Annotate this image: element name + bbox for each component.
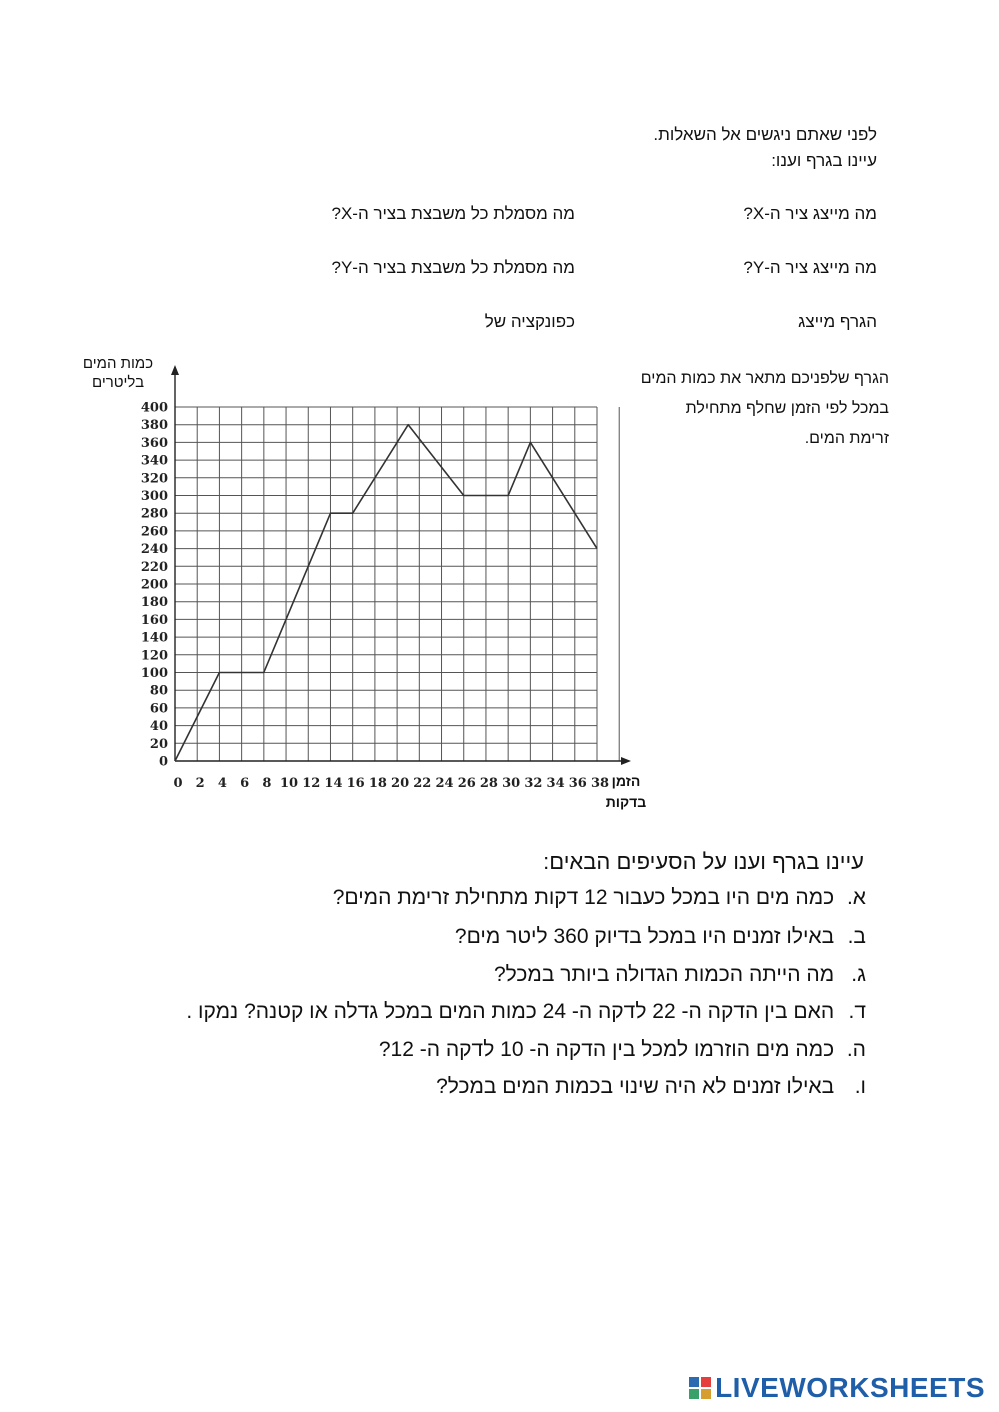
y-tick-label: 100: [140, 666, 168, 681]
prompt-x-square: מה מסמלת כל משבצת בציר ה-X?: [331, 204, 575, 223]
y-tick-label: 60: [149, 701, 168, 717]
logo-mark-tile: [701, 1389, 711, 1399]
y-tick-label: 340: [140, 453, 168, 469]
y-tick-label: 40: [149, 719, 168, 735]
question-item: [333, 886, 866, 910]
x-tick-label: 26: [457, 776, 476, 791]
x-tick-label: 34: [546, 776, 565, 791]
y-tick-label: 300: [140, 489, 168, 504]
question-item: [494, 963, 866, 987]
x-tick-label: 32: [524, 776, 543, 791]
y-tick-label: 400: [140, 400, 168, 416]
y-tick-label: 0: [158, 754, 168, 770]
x-tick-label: 22: [413, 776, 432, 791]
question-item: [436, 1075, 866, 1099]
logo-mark-tile: [689, 1377, 699, 1387]
x-tick-label: 8: [262, 776, 272, 791]
logo-mark-tile: [701, 1377, 711, 1387]
x-axis-label-line-1: הזמן: [611, 773, 641, 789]
chart-series: [175, 425, 597, 761]
y-tick-label: 120: [140, 648, 168, 664]
x-tick-label: 30: [502, 776, 521, 791]
y-tick-label: 20: [149, 736, 168, 752]
question-item: [186, 1000, 866, 1024]
x-tick-label: 28: [479, 776, 498, 791]
question-text: האם בין הדקה ה- 22 לדקה ה- 24 כמות המים במכל גדלה או קטנה? נמקו .: [186, 1000, 835, 1023]
liveworksheets-mark-icon: [689, 1377, 711, 1399]
x-tick-label: 6: [240, 776, 250, 791]
x-tick-label: 2: [195, 776, 205, 791]
y-tick-label: 180: [140, 595, 168, 611]
liveworksheets-logo: [689, 1372, 985, 1404]
question-text: כמה מים היו במכל כעבור 12 דקות מתחילת זרימת המים?: [332, 886, 835, 909]
prompt-function-of: כפונקציה של: [484, 312, 575, 331]
water-volume-chart: [0, 340, 700, 810]
x-tick-label: 16: [346, 776, 365, 791]
description-line-3: זרימת המים.: [804, 430, 889, 447]
x-tick-label: 12: [302, 776, 321, 791]
series-line: [175, 425, 597, 761]
x-tick-label: 0: [173, 776, 183, 791]
prompt-y-square: מה מסמלת כל משבצת בציר ה-Y?: [331, 258, 575, 277]
y-tick-label: 360: [140, 435, 168, 451]
y-tick-label: 320: [140, 471, 168, 487]
logo-mark-tile: [689, 1389, 699, 1399]
x-tick-label: 38: [590, 776, 610, 791]
question-marker: ו.: [854, 1075, 866, 1098]
question-marker: ד.: [848, 1000, 866, 1023]
y-tick-label: 160: [140, 612, 168, 628]
x-tick-label: 10: [280, 776, 299, 791]
y-tick-label: 380: [140, 418, 168, 434]
x-tick-label: 4: [217, 776, 227, 791]
x-tick-label: 18: [368, 776, 387, 791]
brand-name: LIVEWORKSHEETS: [715, 1372, 985, 1403]
intro-line-2: עיינו בגרף וענו:: [771, 151, 877, 170]
prompt-graph-represents: הגרף מייצג: [798, 312, 877, 331]
question-text: כמה מים הוזרמו למכל בין הדקה ה- 10 לדקה ה- 12?: [378, 1038, 835, 1061]
question-marker: א.: [846, 886, 866, 909]
question-text: מה הייתה הכמות הגדולה ביותר במכל?: [494, 963, 835, 986]
question-text: באילו זמנים היו במכל בדיוק 360 ליטר מים?: [454, 925, 835, 948]
description-line-1: הגרף שלפניכם מתאר את כמות המים: [640, 370, 889, 387]
y-tick-label: 140: [140, 630, 168, 646]
y-tick-label: 280: [140, 506, 168, 522]
x-tick-label: 14: [324, 776, 343, 791]
y-axis-label-line-2: בליטרים: [91, 374, 145, 391]
chart-grid: [175, 407, 619, 761]
question-marker: ה.: [846, 1038, 866, 1061]
x-axis-label-line-2: בדקות: [605, 794, 647, 810]
prompt-y-axis: מה מייצג ציר ה-Y?: [743, 258, 877, 277]
x-tick-label: 20: [391, 776, 410, 791]
question-item: [379, 1038, 866, 1062]
question-text: באילו זמנים לא היה שינוי בכמות המים במכל?: [436, 1075, 835, 1098]
question-marker: ב.: [847, 925, 866, 948]
x-tick-label: 36: [568, 776, 587, 791]
y-tick-label: 200: [140, 577, 168, 593]
prompt-x-axis: מה מייצג ציר ה-X?: [743, 204, 877, 223]
y-axis-label-line-1: כמות המים: [82, 355, 154, 372]
intro-line-1: לפני שאתם ניגשים אל השאלות.: [653, 125, 877, 144]
question-item: [455, 925, 866, 949]
y-tick-label: 260: [140, 524, 168, 540]
chart-axes: [175, 370, 626, 761]
questions-title: עיינו בגרף וענו על הסעיפים הבאים:: [543, 849, 864, 874]
y-tick-label: 220: [140, 559, 168, 575]
description-line-2: במכל לפי הזמן שחלף מתחילת: [685, 400, 889, 417]
y-tick-label: 80: [149, 683, 168, 699]
question-marker: ג.: [851, 963, 866, 986]
x-tick-label: 24: [435, 776, 454, 791]
y-tick-label: 240: [140, 542, 168, 558]
